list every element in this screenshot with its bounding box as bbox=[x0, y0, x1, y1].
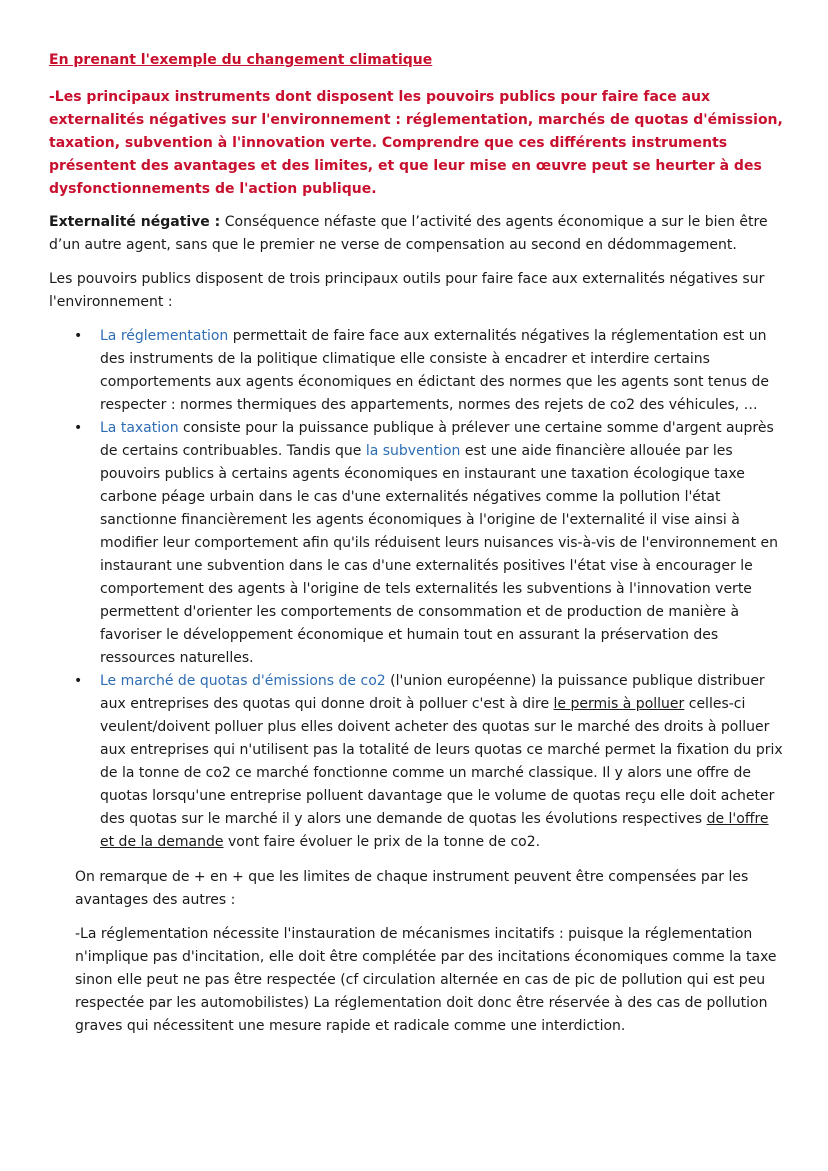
objectives-heading: -Les principaux instruments dont disposent les pouvoirs publics pour faire face aux externalités négatives sur l'environnement : réglementation, marchés de quotas d'émission, taxation, subvention à l'innovation verte. Comprendre que ces différents instruments présentent des avantages et des limites, et que leur mise en œuvre peut se heurter à des dysfonctionnements de l'action publique. bbox=[49, 89, 783, 197]
definition-text: Conséquence néfaste que l’activité des agents économique a sur le bien être d’un autre agent, sans que le premier ne verse de compensation au second en dédommagement. bbox=[49, 214, 768, 253]
remark-paragraph: On remarque de + en + que les limites de chaque instrument peuvent être compensées par les avantages des autres : bbox=[75, 869, 749, 908]
instrument-term: La taxation bbox=[100, 420, 179, 436]
bullet-icon: • bbox=[74, 420, 83, 436]
instruments-list bbox=[50, 325, 785, 854]
instrument-term-subvention: la subvention bbox=[365, 443, 461, 459]
underlined-phrase-permis: le permis à polluer bbox=[553, 696, 685, 712]
definition-term: Externalité négative : bbox=[49, 214, 221, 230]
bullet-icon: • bbox=[74, 673, 83, 689]
bullet-icon: • bbox=[74, 328, 83, 344]
list-item-reglementation bbox=[50, 325, 785, 417]
instrument-term: La réglementation bbox=[100, 328, 229, 344]
underlined-phrase-offre-demande: de l'offre et de la demande bbox=[100, 811, 769, 850]
intro-paragraph: Les pouvoirs publics disposent de trois principaux outils pour faire face aux externalités négatives sur l'environnement : bbox=[49, 271, 765, 310]
list-item-taxation bbox=[50, 417, 785, 670]
instrument-text: vont faire évoluer le prix de la tonne de co2. bbox=[223, 834, 541, 850]
instrument-text: (l'union européenne) la puissance publique distribuer aux entreprises des quotas qui donne droit à polluer c'est à dire bbox=[100, 673, 765, 712]
list-item-marche-quotas bbox=[50, 670, 785, 854]
definition-paragraph bbox=[49, 211, 789, 257]
instrument-term: Le marché de quotas d'émissions de co2 bbox=[100, 673, 386, 689]
limits-paragraph: -La réglementation nécessite l'instauration de mécanismes incitatifs : puisque la réglementation n'implique pas d'incitation, elle doit être complétée par des incitations économiques comme la taxe sinon elle peut ne pas être respectée (cf circulation alternée en cas de pic de pollution qui est peu respectée par les automobilistes) La réglementation doit donc être réservée à des cas de pollution graves qui nécessitent une mesure rapide et radicale comme une interdiction. bbox=[75, 926, 777, 1034]
section-title: En prenant l'exemple du changement climatique bbox=[49, 52, 433, 68]
instrument-text: est une aide financière allouée par les pouvoirs publics à certains agents économiques en instaurant une taxation écologique taxe carbone péage urbain dans le cas d'une externalités négatives comme la pollution l'état sanctionne financièrement les agents économiques à l'origine de l'externalité il vise ainsi à modifier leur comportement afin qu'ils réduisent leurs nuisances vis-à-vis de l'environnement en instaurant une subvention dans le cas d'une externalités positives l'état vise à encourager le comportement des agents à l'origine de tels externalités les subventions à l'innovation verte permettent d'orienter les comportements de consommation et de production de manière à favoriser le développement économique et humain tout en assurant la préservation des ressources naturelles. bbox=[100, 443, 779, 666]
instrument-text: celles-ci veulent/doivent polluer plus elles doivent acheter des quotas sur le marché des droits à polluer aux entreprises qui n'utilisent pas la totalité de leurs quotas ce marché permet la fixation du prix de la tonne de co2 ce marché fonctionne comme un marché classique. Il y alors une offre de quotas lorsqu'une entreprise polluent davantage que le volume de quotas reçu elle doit acheter des quotas sur le marché il y alors une demande de quotas les évolutions respectives bbox=[100, 696, 783, 827]
instrument-text: permettait de faire face aux externalités négatives la réglementation est un des instruments de la politique climatique elle consiste à encadrer et interdire certains comportements aux agents économiques en édictant des normes que les agents sont tenus de respecter : normes thermiques des appartements, normes des rejets de co2 des véhicules, … bbox=[100, 328, 770, 413]
instrument-text: consiste pour la puissance publique à prélever une certaine somme d'argent auprès de certains contribuables. Tandis que bbox=[100, 420, 774, 459]
